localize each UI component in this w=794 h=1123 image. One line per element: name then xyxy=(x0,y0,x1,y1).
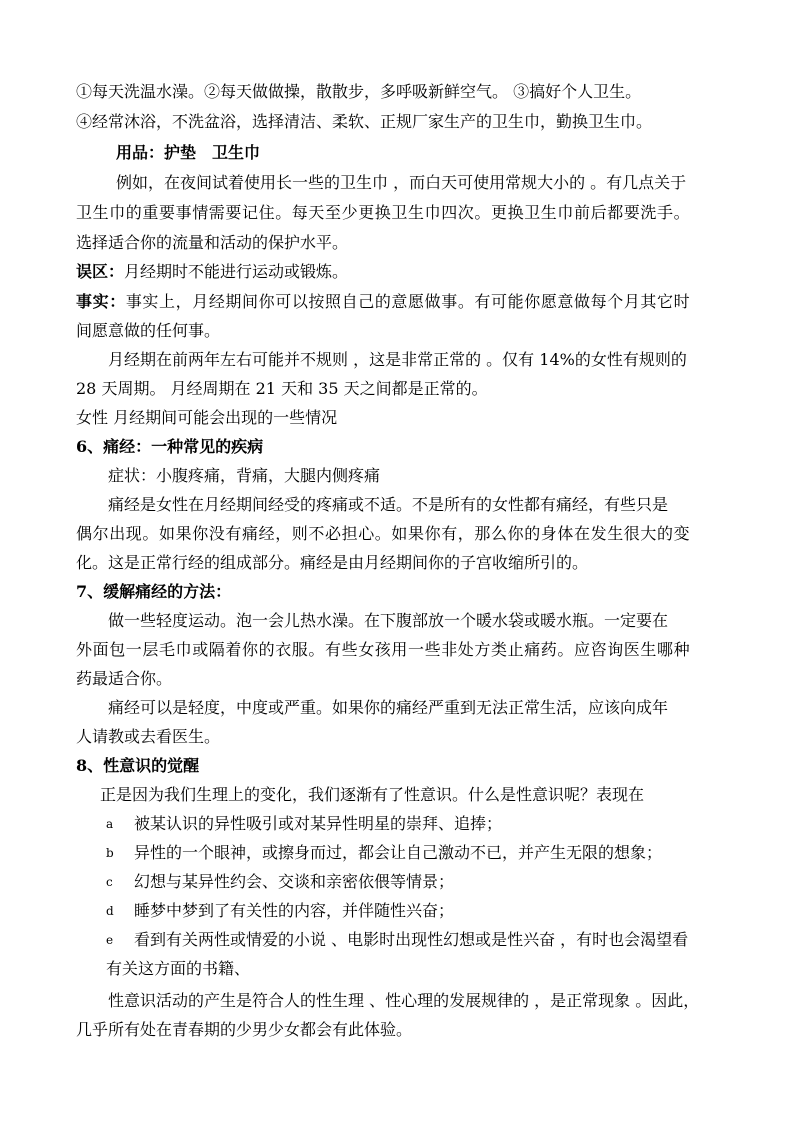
section-heading-6: 6、痛经：一种常见的疾病 xyxy=(76,437,264,456)
paragraph-line: 外面包一层毛巾或隔着你的衣服。有些女孩用一些非处方类止痛药。应咨询医生哪种 xyxy=(76,640,691,659)
paragraph-line: 正是因为我们生理上的变化，我们逐渐有了性意识。什么是性意识呢？表现在 xyxy=(100,785,645,804)
list-item: 异性的一个眼神，或擦身而过，都会让自己激动不已，并产生无限的想象； xyxy=(134,843,663,862)
list-marker: d xyxy=(106,904,114,918)
paragraph-line: 28 天周期。 月经周期在 21 天和 35 天之间都是正常的。 xyxy=(76,379,488,398)
paragraph-line: 痛经是女性在月经期间经受的疼痛或不适。不是所有的女性都有痛经，有些只是 xyxy=(108,495,669,514)
supplies-heading: 用品：护垫 卫生巾 xyxy=(116,143,261,162)
list-marker: e xyxy=(106,933,114,947)
section-heading-8: 8、性意识的觉醒 xyxy=(76,756,200,775)
myth-text: 月经期时不能进行运动或锻炼。 xyxy=(124,262,349,281)
myth-line xyxy=(76,261,726,283)
paragraph-line: 间愿意做的任何事。 xyxy=(76,321,221,340)
list-item: 睡梦中梦到了有关性的内容，并伴随性兴奋； xyxy=(134,901,455,920)
paragraph-line: 卫生巾的重要事情需要记住。每天至少更换卫生巾四次。更换卫生巾前后都要洗手。 xyxy=(76,203,691,222)
list-item: 幻想与某异性约会、交谈和亲密依偎等情景； xyxy=(134,872,455,891)
paragraph-line: 症状：小腹疼痛，背痛，大腿内侧疼痛 xyxy=(108,466,381,485)
paragraph-line: 例如，在夜间试着使用长一些的卫生巾 ，而白天可使用常规大小的 。有几点关于 xyxy=(116,173,687,192)
paragraph-line: 月经期在前两年左右可能并不规则 ，这是非常正常的 。仅有 14%的女性有规则的 xyxy=(108,350,687,369)
paragraph-line: 痛经可以是轻度，中度或严重。如果你的痛经严重到无法正常生活，应该向成年 xyxy=(108,698,669,717)
paragraph-line: 药最适合你。 xyxy=(76,669,173,688)
fact-label: 事实： xyxy=(76,292,126,311)
list-marker: c xyxy=(106,875,113,889)
fact-text: 事实上，月经期间你可以按照自己的意愿做事。有可能你愿意做每个月其它时 xyxy=(125,292,691,311)
list-item: 看到有关两性或情爱的小说 、电影时出现性幻想或是性兴奋 ，有时也会渴望看 xyxy=(134,930,689,949)
list-marker: b xyxy=(106,846,114,860)
paragraph-line: 选择适合你的流量和活动的保护水平。 xyxy=(76,233,349,252)
paragraph-line: 做一些轻度运动。泡一会儿热水澡。在下腹部放一个暖水袋或暖水瓶。一定要在 xyxy=(108,611,669,630)
list-item-continuation: 有关这方面的书籍、 xyxy=(106,959,251,978)
list-item: 被某认识的异性吸引或对某异性明星的崇拜、追捧； xyxy=(134,814,503,833)
paragraph-line: 化。这是正常行经的组成部分。痛经是由月经期间你的子宫收缩所引的。 xyxy=(76,553,589,572)
paragraph-line: ④经常沐浴，不洗盆浴，选择清洁、柔软、正规厂家生产的卫生巾，勤换卫生巾。 xyxy=(76,112,653,131)
fact-line xyxy=(76,291,726,313)
myth-label: 误区： xyxy=(76,262,125,281)
paragraph-line: 几乎所有处在青春期的少男少女都会有此体验。 xyxy=(76,1020,413,1039)
paragraph-line: 人请教或去看医生。 xyxy=(76,727,221,746)
list-marker: a xyxy=(106,817,114,831)
paragraph-line: 偶尔出现。如果你没有痛经，则不必担心。如果你有，那么你的身体在发生很大的变 xyxy=(76,524,691,543)
paragraph-line: 女性 月经期间可能会出现的一些情况 xyxy=(76,408,338,427)
paragraph-line: 性意识活动的产生是符合人的性生理 、性心理的发展规律的 ，是正常现象 。因此， xyxy=(108,991,700,1010)
paragraph-line: ①每天洗温水澡。②每天做做操，散散步，多呼吸新鲜空气。 ③搞好个人卫生。 xyxy=(76,82,642,101)
section-heading-7: 7、缓解痛经的方法： xyxy=(76,582,232,601)
